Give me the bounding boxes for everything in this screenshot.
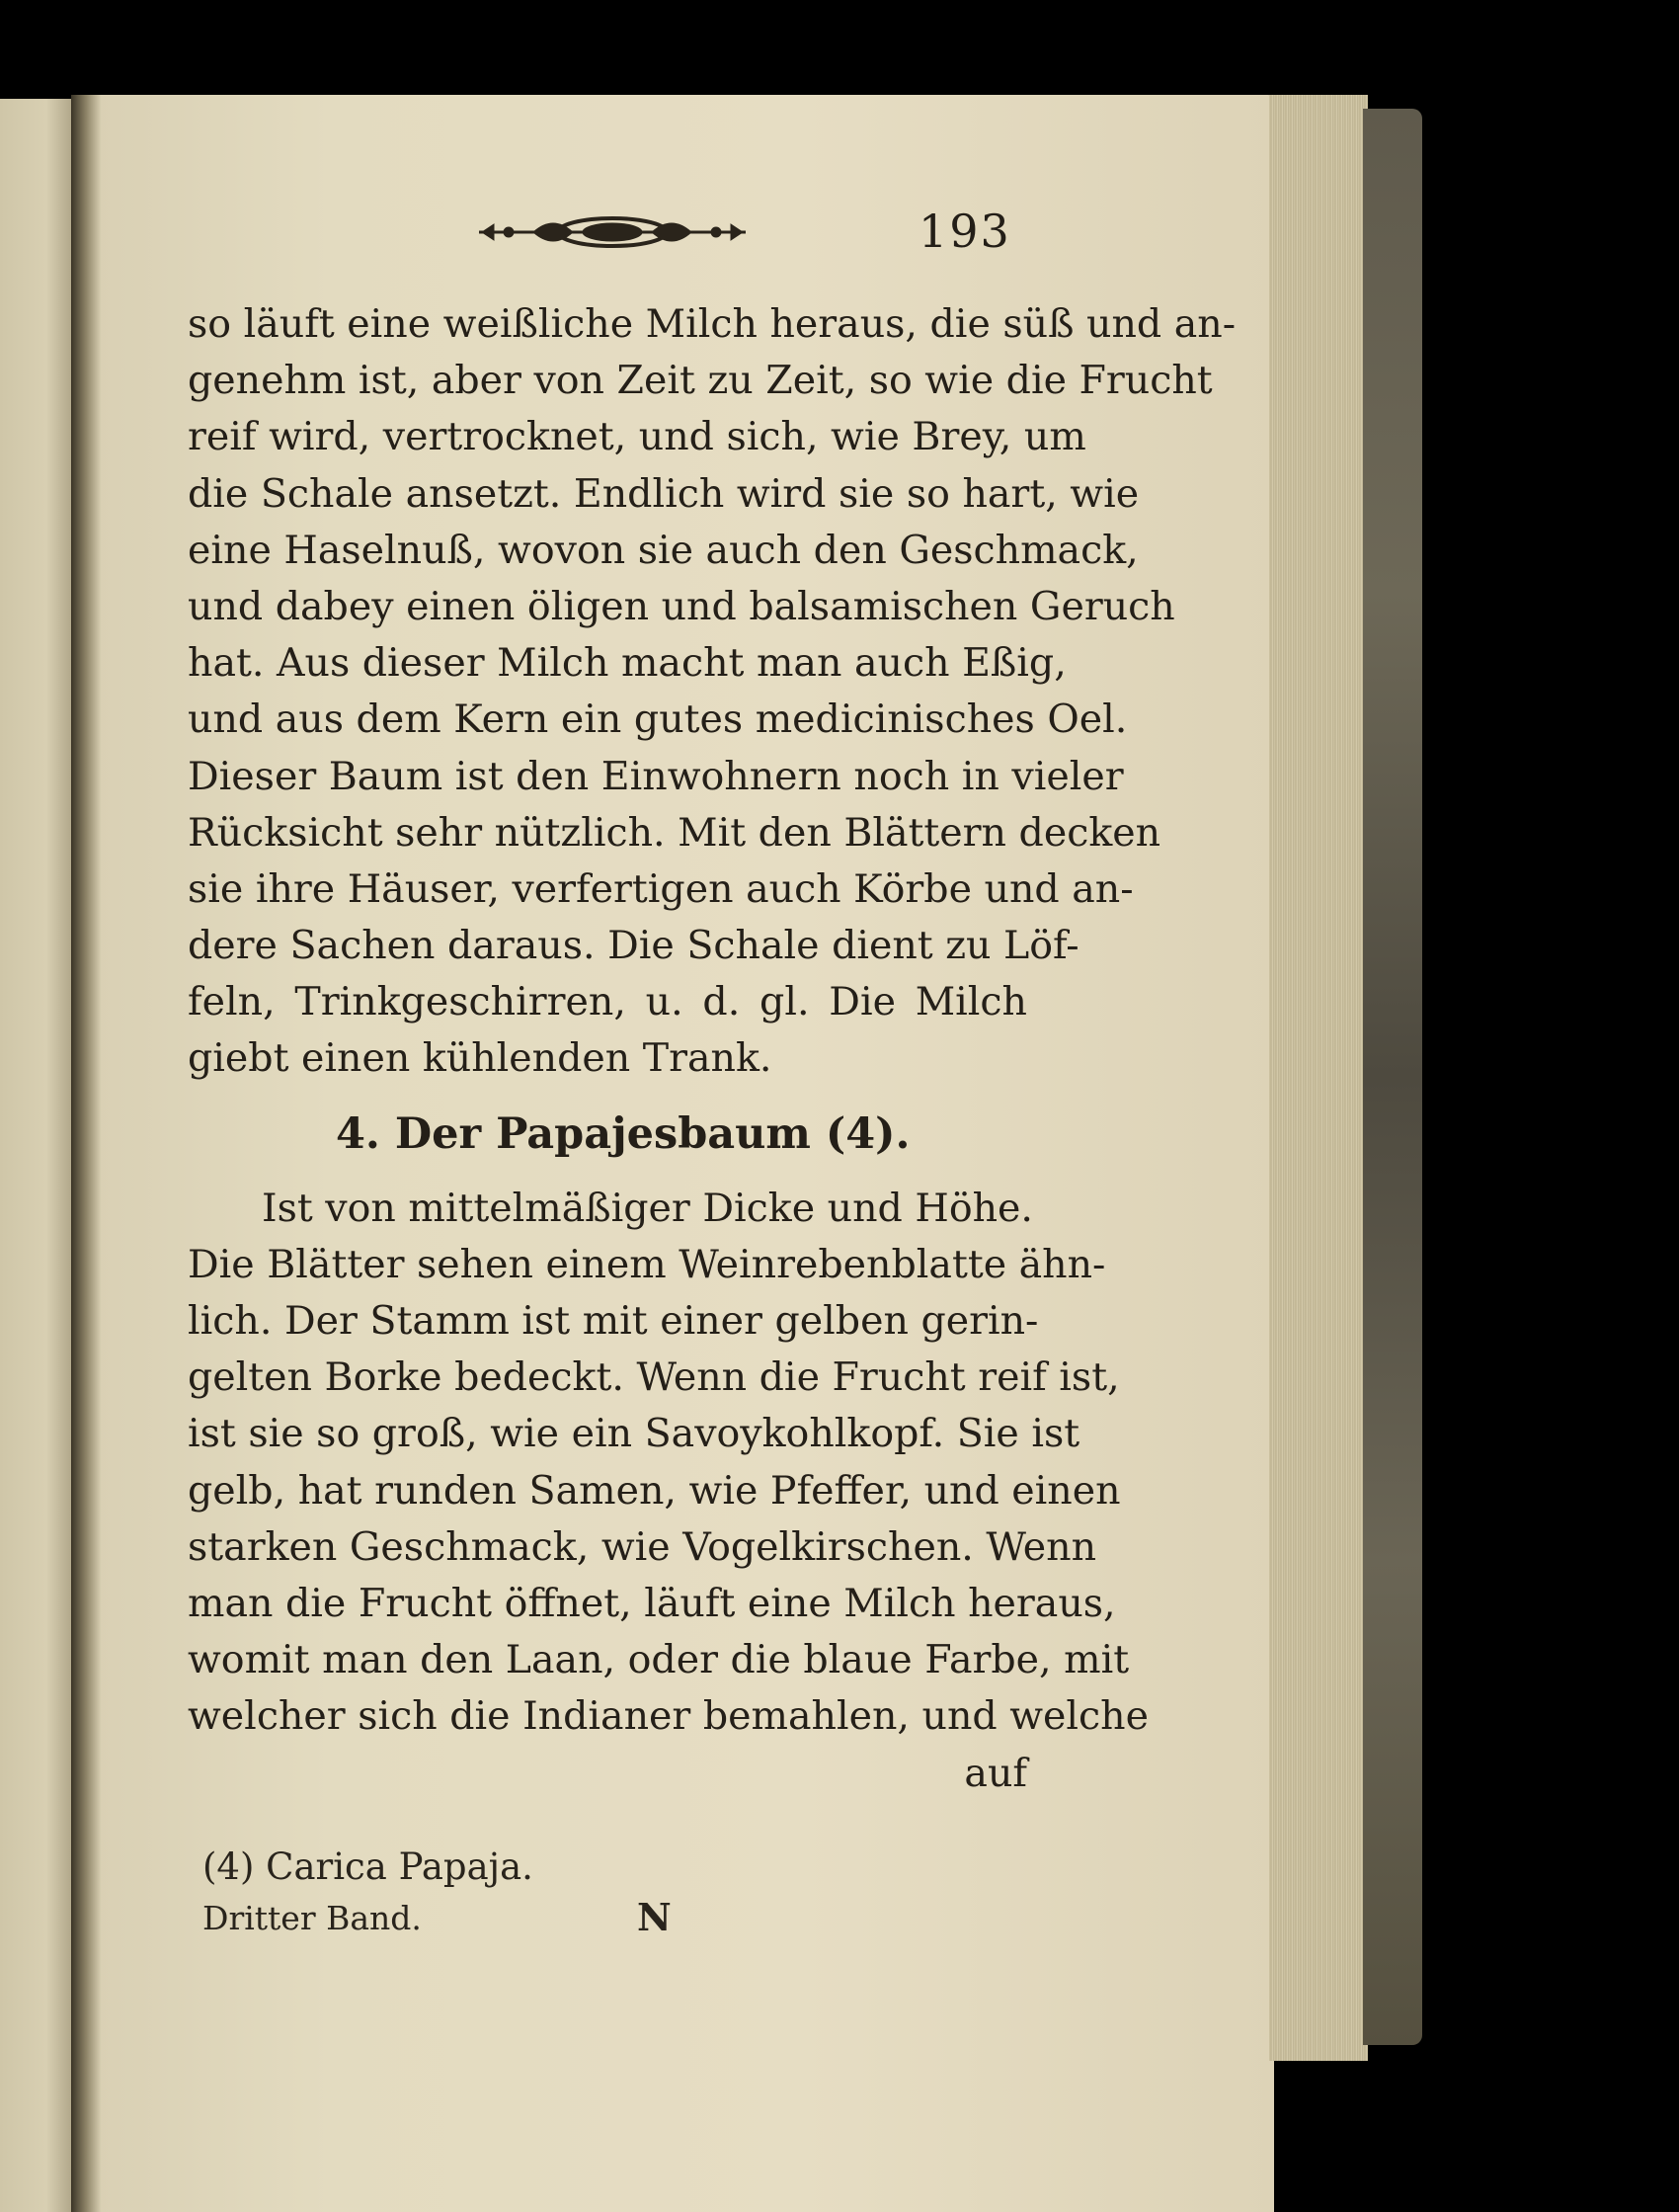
text-line: gelten Borke bedeckt. Wenn die Frucht reif ist, — [188, 1354, 1120, 1401]
marbled-cover — [1363, 109, 1422, 2045]
gutter-shadow — [71, 95, 101, 2212]
text-line: eine Haselnuß, wovon sie auch den Geschmack, — [188, 527, 1139, 573]
section-heading: 4. Der Papajesbaum (4). — [336, 1108, 911, 1159]
text-line: die Schale ansetzt. Endlich wird sie so hart, wie — [188, 470, 1140, 517]
signature-mark: N — [637, 1895, 672, 1939]
page-edges — [1269, 95, 1368, 2061]
footnote: (4) Carica Papaja. — [202, 1845, 533, 1888]
text-line: sie ihre Häuser, verfertigen auch Körbe und an- — [188, 865, 1134, 912]
decorative-vignette-icon — [474, 203, 751, 262]
text-line: feln, Trinkgeschirren, u. d. gl. Die Milch — [188, 979, 1027, 1025]
text-line: so läuft eine weißliche Milch heraus, die süß und an- — [188, 301, 1237, 347]
catchword: auf — [964, 1750, 1027, 1796]
page-number: 193 — [919, 205, 1011, 258]
text-line: dere Sachen daraus. Die Schale dient zu Löf- — [188, 923, 1079, 969]
text-line: ist sie so groß, wie ein Savoykohlkopf. Sie ist — [188, 1411, 1080, 1457]
text-line: Ist von mittelmäßiger Dicke und Höhe. — [262, 1185, 1033, 1231]
text-line: welcher sich die Indianer bemahlen, und welche — [188, 1693, 1149, 1740]
text-line: Die Blätter sehen einem Weinrebenblatte ähn- — [188, 1241, 1106, 1287]
text-line: und dabey einen öligen und balsamischen Geruch — [188, 583, 1175, 629]
text-line: und aus dem Kern ein gutes medicinisches Oel. — [188, 696, 1128, 743]
text-line: genehm ist, aber von Zeit zu Zeit, so wie die Frucht — [188, 358, 1213, 404]
text-line: Rücksicht sehr nützlich. Mit den Blättern decken — [188, 809, 1161, 856]
text-line: hat. Aus dieser Milch macht man auch Eßig, — [188, 640, 1067, 687]
body-text — [188, 296, 1237, 1802]
volume-label: Dritter Band. — [202, 1899, 422, 1937]
text-line: starken Geschmack, wie Vogelkirschen. Wenn — [188, 1523, 1097, 1570]
text-line: lich. Der Stamm ist mit einer gelben gerin- — [188, 1298, 1039, 1344]
text-line: giebt einen kühlenden Trank. — [188, 1035, 772, 1082]
text-line: gelb, hat runden Samen, wie Pfeffer, und einen — [188, 1467, 1121, 1514]
text-line: reif wird, vertrocknet, und sich, wie Brey, um — [188, 414, 1086, 460]
running-head — [474, 203, 1037, 262]
text-line: Dieser Baum ist den Einwohnern noch in vieler — [188, 753, 1124, 799]
text-line: man die Frucht öffnet, läuft eine Milch heraus, — [188, 1580, 1116, 1626]
text-line: womit man den Laan, oder die blaue Farbe, mit — [188, 1637, 1130, 1683]
previous-page-edge — [0, 99, 77, 2212]
